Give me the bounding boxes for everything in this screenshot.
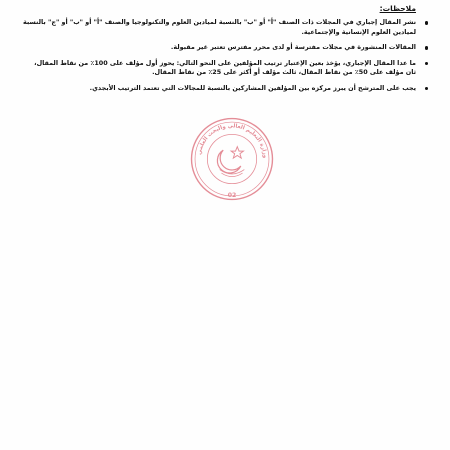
note-item xyxy=(22,84,430,94)
bullet-icon xyxy=(425,87,429,91)
notes-heading: ملاحظات: xyxy=(379,4,416,13)
note-text: نشر المقال إجباري في المجلات ذات الصنف "أ" أو "ب" بالنسبة لميادين العلوم والتكنولوجيا والصنف "أ" أو "ب" أو "ج" بالنسبة لميادين العلوم الإنسانية والإجتماعية. xyxy=(23,18,416,36)
svg-text:وزارة التعليم العالي والبحث ال xyxy=(197,123,268,158)
bullet-icon xyxy=(425,62,429,66)
note-text: يجب على المترشح أن يبرز مركزه بين المؤلفين المشاركين بالنسبة للمجالات التي تعتمد الترتيب الأبجدي. xyxy=(89,83,416,92)
official-stamp-icon xyxy=(188,115,276,203)
bullet-icon xyxy=(425,46,429,50)
notes-list xyxy=(22,18,430,94)
note-item xyxy=(22,59,430,78)
note-text: ما عدا المقال الإجباري، يؤخذ بعين الإعتبار ترتيب المؤلفين على النحو التالي: يحوز أول مؤلف على 100٪ من نقاط المقال، ثان مؤلف على 50٪ من نقاط المقال، ثالث مؤلف أو أكثر على 25٪ من نقاط المقال. xyxy=(34,58,416,77)
stamp-ring-text: وزارة التعليم العالي والبحث العلمي xyxy=(196,123,268,159)
stamp-number: 02 xyxy=(227,191,237,199)
note-item xyxy=(22,43,430,53)
bullet-icon xyxy=(425,21,429,25)
note-text: المقالات المنشورة في مجلات مفترسة أو لدى محرر مفترس تعتبر غير مقبولة. xyxy=(170,43,416,52)
notes-section xyxy=(22,4,430,100)
note-item xyxy=(22,18,430,37)
